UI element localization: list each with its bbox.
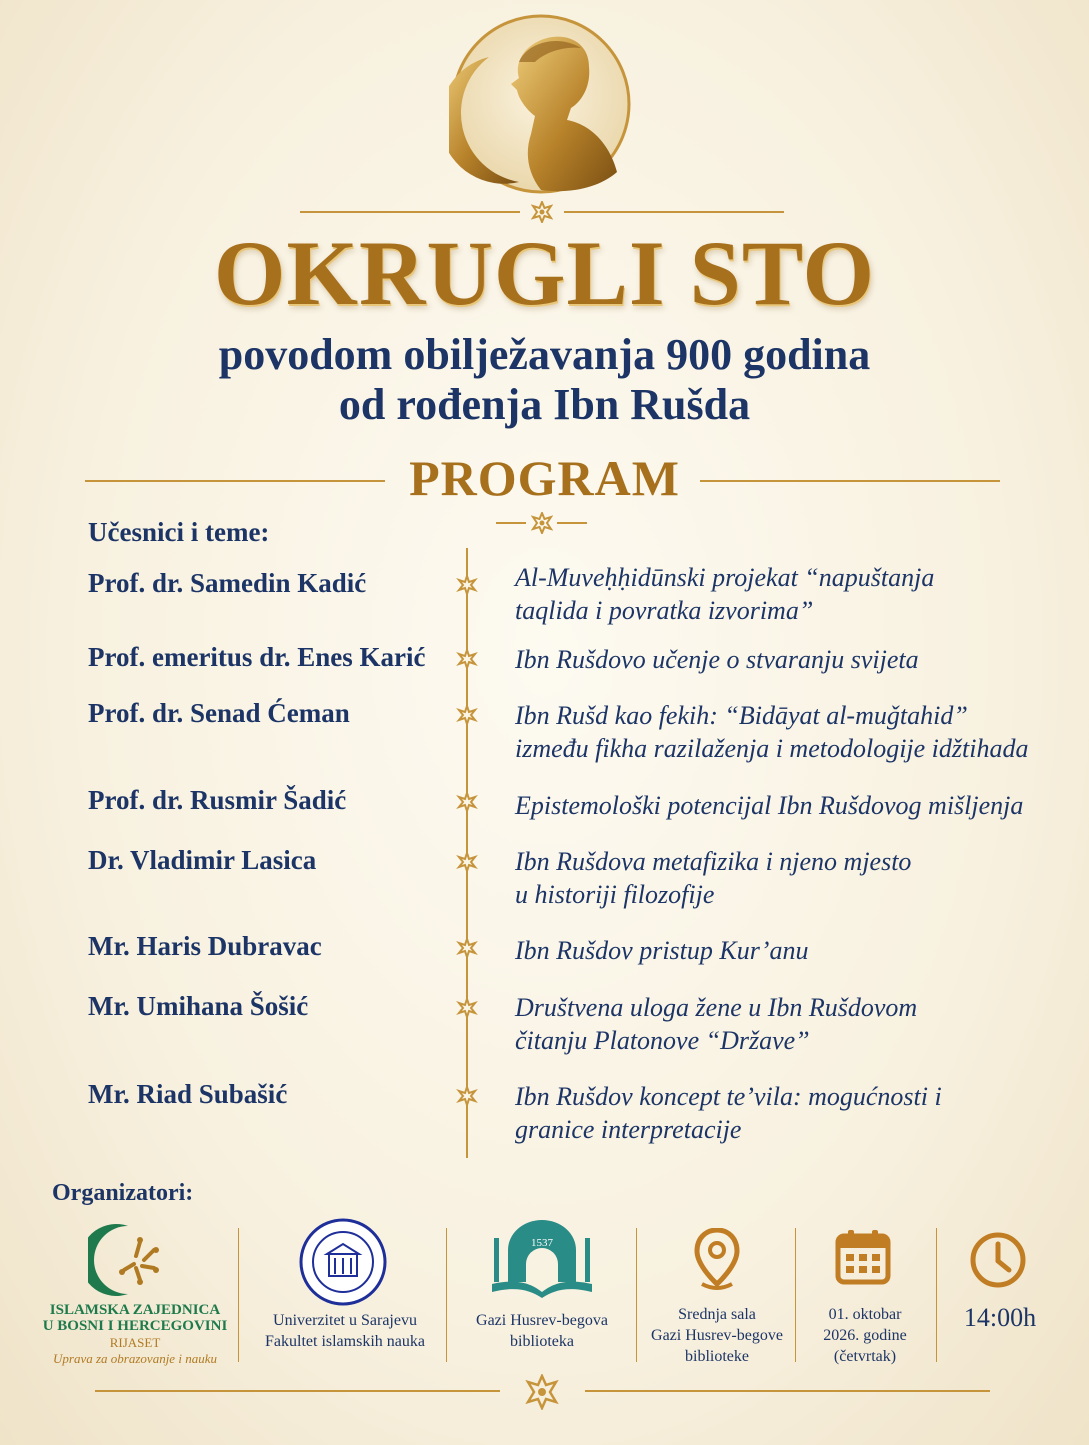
topic [515, 699, 1075, 765]
library-text [452, 1310, 632, 1352]
ghb-line-1: Gazi Husrev-begova [476, 1312, 608, 1329]
participant-name: Mr. Haris Dubravac [88, 931, 322, 961]
iz-line-3: RIJASET [109, 1335, 161, 1350]
page-title: OKRUGLI STO [213, 222, 876, 324]
portrait-medallion [449, 12, 633, 196]
location-text [638, 1304, 796, 1367]
organizers-label: Organizatori: [52, 1180, 194, 1206]
topic [515, 1080, 1065, 1146]
iz-line-1: ISLAMSKA ZAJEDNICA [49, 1302, 221, 1318]
topic-line-2: taqlida i povratka izvorima” [515, 596, 814, 625]
divider-top-right [564, 211, 784, 213]
date-line-3: (četvrtak) [833, 1348, 897, 1365]
islamic-community-logo [88, 1222, 172, 1298]
library-logo [488, 1220, 596, 1300]
topic-line-1: Ibn Rušdovo učenje o stvaranju svijeta [515, 645, 919, 674]
topic-line-1: Ibn Rušdov koncept te’vila: mogućnosti i [515, 1082, 942, 1111]
iz-line-4: Uprava za obrazovanje i nauku [53, 1351, 217, 1366]
date-line-2: 2026. godine [823, 1327, 907, 1344]
date-line-1: 01. oktobar [828, 1306, 902, 1323]
star-ornament-bottom [524, 1374, 560, 1410]
faculty-seal-logo [299, 1218, 387, 1306]
topic-line-1: Epistemološki potencijal Ibn Rušdovog mišljenja [515, 791, 1024, 820]
topic-line-1: Ibn Rušdov pristup Kur’anu [515, 936, 809, 965]
topic [515, 643, 1065, 676]
participant-name: Mr. Umihana Šošić [88, 991, 309, 1021]
star-bullet-icon [456, 791, 478, 813]
topic [515, 789, 1075, 822]
star-ornament-program [531, 512, 553, 534]
location-line-3: biblioteke [685, 1348, 749, 1365]
participant-name: Dr. Vladimir Lasica [88, 845, 317, 875]
islamic-community-text [30, 1302, 240, 1367]
star-bullet-icon [456, 648, 478, 670]
participants-heading: Učesnici i teme: [88, 517, 270, 547]
footer-divider [795, 1228, 796, 1362]
calendar-icon [834, 1228, 892, 1286]
topic [515, 845, 1065, 911]
fin-line-1: Univerzitet u Sarajevu [273, 1312, 417, 1329]
location-line-2: Gazi Husrev-begove [651, 1327, 783, 1344]
divider-program-small-left [496, 522, 526, 524]
topic [515, 561, 1065, 627]
location-pin-icon [694, 1228, 740, 1292]
subtitle [0, 330, 1089, 430]
fin-line-2: Fakultet islamskih nauka [265, 1333, 425, 1350]
participant-name: Prof. dr. Senad Ćeman [88, 698, 350, 728]
footer-divider [936, 1228, 937, 1362]
topic-line-1: Ibn Rušdova metafizika i njeno mjesto [515, 847, 912, 876]
star-bullet-icon [456, 937, 478, 959]
topic [515, 934, 1065, 967]
participant-name: Prof. dr. Rusmir Šadić [88, 785, 347, 815]
divider-program-small-right [557, 522, 587, 524]
location-line-1: Srednja sala [678, 1306, 756, 1323]
topic-line-2: između fikha razilaženja i metodologije idžtihada [515, 734, 1029, 763]
divider-bottom-left [95, 1390, 500, 1392]
footer-divider [636, 1228, 637, 1362]
time-text: 14:00h [963, 1303, 1037, 1332]
topic-line-2: čitanju Platonove “Države” [515, 1026, 810, 1055]
topic-line-2: u historiji filozofije [515, 880, 715, 909]
footer-divider [238, 1228, 239, 1362]
clock-icon [968, 1230, 1028, 1290]
date-text [800, 1304, 930, 1367]
divider-top-left [300, 211, 520, 213]
participant-name: Prof. dr. Samedin Kadić [88, 568, 367, 598]
star-bullet-icon [456, 997, 478, 1019]
participant-name: Prof. emeritus dr. Enes Karić [88, 642, 426, 672]
topic-line-1: Ibn Rušd kao fekih: “Bidāyat al-muǧtahid” [515, 701, 968, 730]
program-heading: PROGRAM [409, 450, 680, 506]
star-bullet-icon [456, 704, 478, 726]
faculty-text [250, 1310, 440, 1352]
star-bullet-icon [456, 574, 478, 596]
footer-divider [446, 1228, 447, 1362]
ghb-line-2: biblioteka [510, 1333, 574, 1350]
topic-line-1: Al-Muveḥḥidūnski projekat “napuštanja [515, 563, 935, 592]
iz-line-2: U BOSNI I HERCEGOVINI [42, 1318, 228, 1334]
subtitle-line-2: od rođenja Ibn Rušda [338, 380, 751, 429]
topic [515, 991, 1065, 1057]
participant-name: Mr. Riad Subašić [88, 1079, 288, 1109]
library-logo-year: 1537 [531, 1237, 553, 1249]
topic-line-1: Društvena uloga žene u Ibn Rušdovom [515, 993, 918, 1022]
divider-bottom-right [585, 1390, 990, 1392]
topic-line-2: granice interpretacije [515, 1115, 742, 1144]
star-bullet-icon [456, 851, 478, 873]
subtitle-line-1: povodom obilježavanja 900 godina [218, 330, 871, 379]
star-bullet-icon [456, 1085, 478, 1107]
